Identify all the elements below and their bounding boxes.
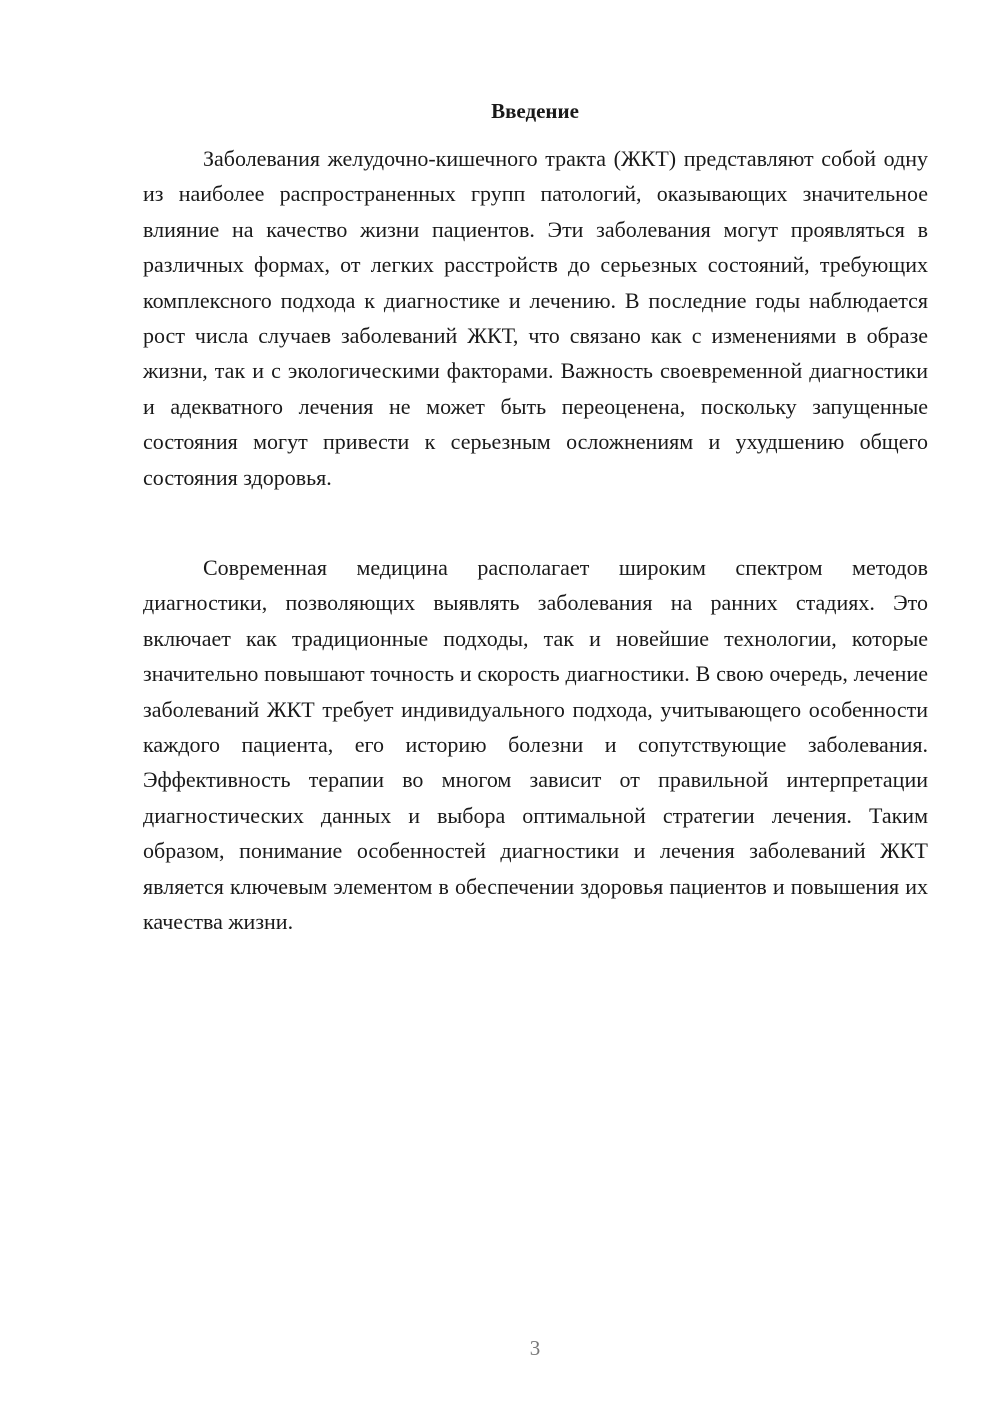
body-paragraph-2: Современная медицина располагает широким спектром методов диагностики, позволяющих выявлять заболевания на ранних стадиях. Это включает как традиционные подходы, так и новейшие технологии, которые значительно повышают точность и скорость диагностики. В свою очередь, лечение заболеваний ЖКТ требует индивидуального подхода, учитывающего особенности каждого пациента, его историю болезни и сопутствующие заболевания. Эффективность терапии во многом зависит от правильной интерпретации диагностических данных и выбора оптимальной стратегии лечения. Таким образом, понимание особенностей диагностики и лечения заболеваний ЖКТ является ключевым элементом в обеспечении здоровья пациентов и повышения их качества жизни. bbox=[143, 555, 928, 935]
body-paragraph-1: Заболевания желудочно-кишечного тракта (ЖКТ) представляют собой одну из наиболее распространенных групп патологий, оказывающих значительное влияние на качество жизни пациентов. Эти заболевания могут проявляться в различных формах, от легких расстройств до серьезных состояний, требующих комплексного подхода к диагностике и лечению. В последние годы наблюдается рост числа случаев заболеваний ЖКТ, что связано как с изменениями в образе жизни, так и с экологическими факторами. Важность своевременной диагностики и адекватного лечения не может быть переоценена, поскольку запущенные состояния могут привести к серьезным осложнениям и ухудшению общего состояния здоровья. bbox=[143, 146, 928, 490]
section-heading: Введение bbox=[491, 99, 579, 123]
page-number: 3 bbox=[529, 1336, 541, 1360]
